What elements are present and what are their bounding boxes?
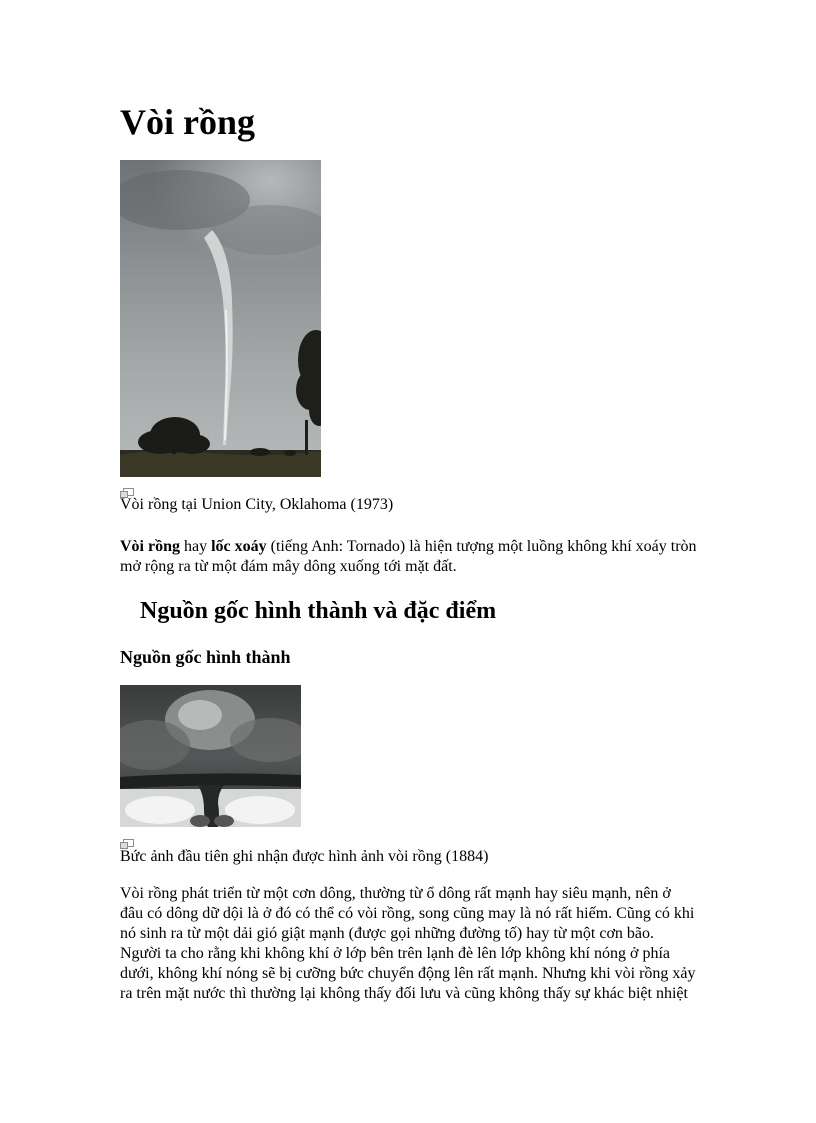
enlarge-icon[interactable] <box>120 485 134 495</box>
body-paragraph <box>120 884 720 1004</box>
enlarge-icon[interactable] <box>120 836 134 846</box>
body-line: ra trên mặt nước thì thường lại không thấy đối lưu và cũng không thấy sự khác biệt nhiệt <box>120 985 688 1002</box>
term-voi-rong: Vòi rồng <box>120 538 180 555</box>
tornado-photo-1884[interactable] <box>120 685 301 827</box>
tornado-photo-1973[interactable] <box>120 160 321 477</box>
figure-caption-1: Vòi rồng tại Union City, Oklahoma (1973) <box>120 496 394 513</box>
intro-connector: hay <box>180 538 212 555</box>
body-line: Người ta cho rằng khi không khí ở lớp bên trên lạnh đè lên lớp không khí nóng ở phía <box>120 945 670 962</box>
subsection-heading: Nguồn gốc hình thành <box>120 647 291 667</box>
figure-caption-2: Bức ảnh đầu tiên ghi nhận được hình ảnh vòi rồng (1884) <box>120 848 489 865</box>
page-title: Vòi rồng <box>120 102 255 142</box>
body-line: nó sinh ra từ một dải gió giật mạnh (được gọi những đường tố) hay từ một cơn bão. <box>120 925 654 942</box>
term-loc-xoay: lốc xoáy <box>211 538 267 555</box>
body-line: đâu có dông dữ dội là ở đó có thể có vòi rồng, song cũng may là nó rất hiếm. Cũng có khi <box>120 905 695 922</box>
section-heading: Nguồn gốc hình thành và đặc điểm <box>140 598 497 624</box>
intro-text: (tiếng Anh: Tornado) là hiện tượng một luồng không khí xoáy tròn mở rộng ra từ một đám mây dông xuống tới mặt đất. <box>120 538 697 575</box>
body-line: dưới, không khí nóng sẽ bị cưỡng bức chuyển động lên rất mạnh. Nhưng khi vòi rồng xảy <box>120 965 696 982</box>
body-line: Vòi rồng phát triển từ một cơn dông, thường từ ổ dông rất mạnh hay siêu mạnh, nên ở <box>120 885 671 902</box>
intro-paragraph <box>120 537 700 577</box>
